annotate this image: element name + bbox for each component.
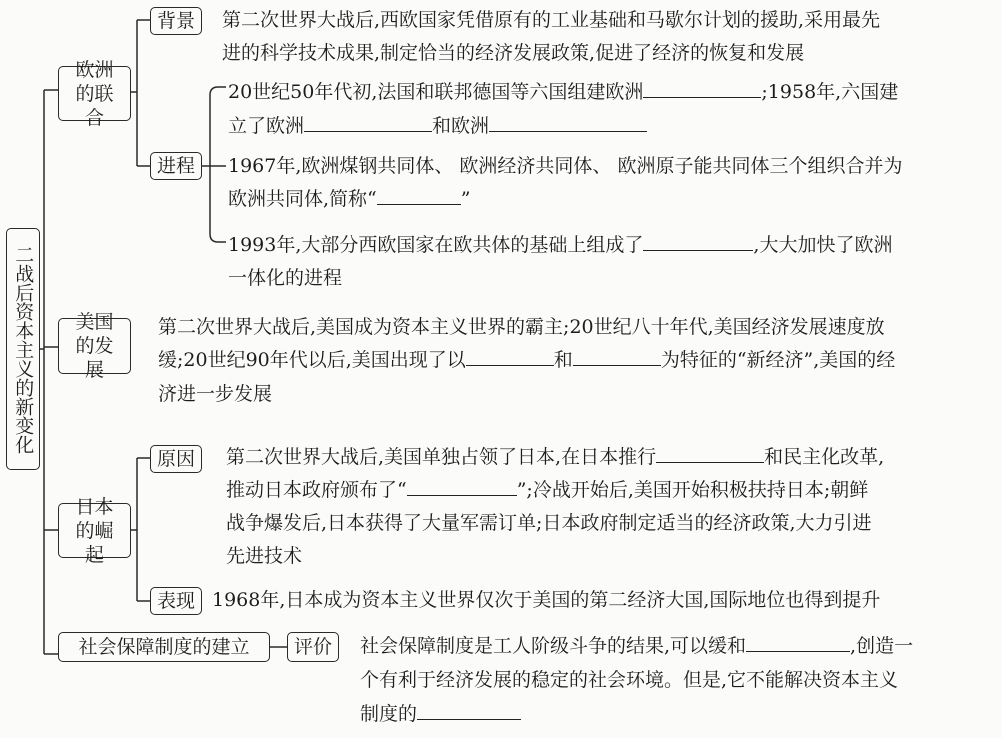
europe-process-line-5 (228, 229, 892, 261)
japan-reason-line-1 (226, 441, 884, 473)
europe-background-label-box (150, 7, 202, 35)
root-topic-box (6, 228, 40, 470)
europe-node-title: 欧洲的联合 (75, 58, 114, 129)
europe-process-1c: 立了欧洲 (228, 115, 305, 137)
europe-process-line-4 (228, 183, 470, 215)
answer-blank (643, 76, 761, 98)
japan-node (58, 495, 131, 566)
social-eval-1b: ,创造一 (850, 635, 914, 657)
answer-blank (466, 344, 554, 366)
social-eval-line-2: 个有利于经济发展的稳定的社会环境。但是,它不能解决资本主义 (360, 669, 899, 691)
japan-reason-2b: ”;冷战开始后,美国开始积极扶持日本;朝鲜 (516, 479, 869, 501)
europe-process-3a: 1993年,大部分西欧国家在欧共体的基础上组成了 (228, 234, 644, 256)
japan-node-title: 日本的崛起 (75, 495, 114, 566)
social-eval-label-box (287, 632, 339, 662)
japan-reason-line-2 (226, 474, 868, 506)
answer-blank (573, 344, 661, 366)
europe-process-1b: ;1958年,六国建 (761, 81, 899, 103)
japan-reason-line-3: 战争爆发后,日本获得了大量军需订单;日本政府制定适当的经济政策,大力引进 (226, 512, 872, 534)
europe-process-2a: 欧洲共同体,简称“ (228, 188, 377, 210)
europe-process-3b: ,大大加快了欧洲 (753, 234, 893, 256)
answer-blank (489, 110, 647, 132)
social-eval-3a: 制度的 (360, 703, 418, 725)
japan-reason-line-4: 先进技术 (226, 545, 303, 567)
europe-process-1d: 和欧洲 (432, 115, 490, 137)
social-security-node (58, 632, 270, 662)
social-security-node-title: 社会保障制度的建立 (78, 636, 250, 658)
usa-line-3: 济进一步发展 (158, 383, 273, 405)
japan-performance-label: 表现 (156, 590, 195, 612)
answer-blank (643, 229, 753, 251)
europe-background-label: 背景 (156, 10, 195, 32)
japan-reason-label: 原因 (156, 448, 195, 470)
europe-process-line-2 (228, 110, 647, 142)
root-topic-title: 二战后资本主义的新变化 (12, 244, 35, 454)
answer-blank (417, 698, 521, 720)
europe-background-line-2: 进的科学技术成果,制定恰当的经济发展政策,促进了经济的恢复和发展 (222, 42, 805, 64)
social-eval-1a: 社会保障制度是工人阶级斗争的结果,可以缓和 (360, 635, 747, 657)
answer-blank (407, 474, 517, 496)
usa-line-2 (158, 344, 895, 376)
usa-2a: 缓;20世纪90年代以后,美国出现了以 (158, 349, 466, 371)
japan-reason-1b: 和民主化改革, (764, 446, 885, 468)
europe-process-line-1 (228, 76, 898, 108)
europe-process-label: 进程 (156, 155, 195, 177)
europe-background-line-1: 第二次世界大战后,西欧国家凭借原有的工业基础和马歇尔计划的援助,采用最先 (222, 9, 881, 31)
usa-2c: 为特征的“新经济”,美国的经 (660, 349, 896, 371)
europe-process-line-3: 1967年,欧洲煤钢共同体、 欧洲经济共同体、 欧洲原子能共同体三个组织合并为 (228, 155, 903, 177)
social-eval-line-3 (360, 698, 521, 730)
japan-reason-label-box (150, 445, 202, 473)
europe-process-line-6: 一体化的进程 (228, 267, 343, 289)
social-eval-label: 评价 (293, 636, 332, 658)
answer-blank (746, 630, 850, 652)
answer-blank (304, 110, 432, 132)
answer-blank (656, 441, 764, 463)
europe-process-2b: ” (460, 188, 471, 210)
japan-performance-label-box (150, 587, 202, 615)
usa-node (58, 311, 131, 381)
japan-reason-1a: 第二次世界大战后,美国单独占领了日本,在日本推行 (226, 446, 657, 468)
usa-node-title: 美国的发展 (75, 311, 114, 381)
europe-node (58, 58, 131, 129)
answer-blank (377, 183, 461, 205)
usa-2b: 和 (553, 349, 573, 371)
japan-performance-text: 1968年,日本成为资本主义世界仅次于美国的第二经济大国,国际地位也得到提升 (212, 589, 881, 611)
europe-process-1a: 20世纪50年代初,法国和联邦德国等六国组建欧洲 (228, 81, 644, 103)
japan-reason-2a: 推动日本政府颁布了“ (226, 479, 407, 501)
social-eval-line-1 (360, 630, 913, 662)
europe-process-label-box (150, 152, 202, 180)
usa-line-1: 第二次世界大战后,美国成为资本主义世界的霸主;20世纪八十年代,美国经济发展速度放 (158, 316, 885, 338)
